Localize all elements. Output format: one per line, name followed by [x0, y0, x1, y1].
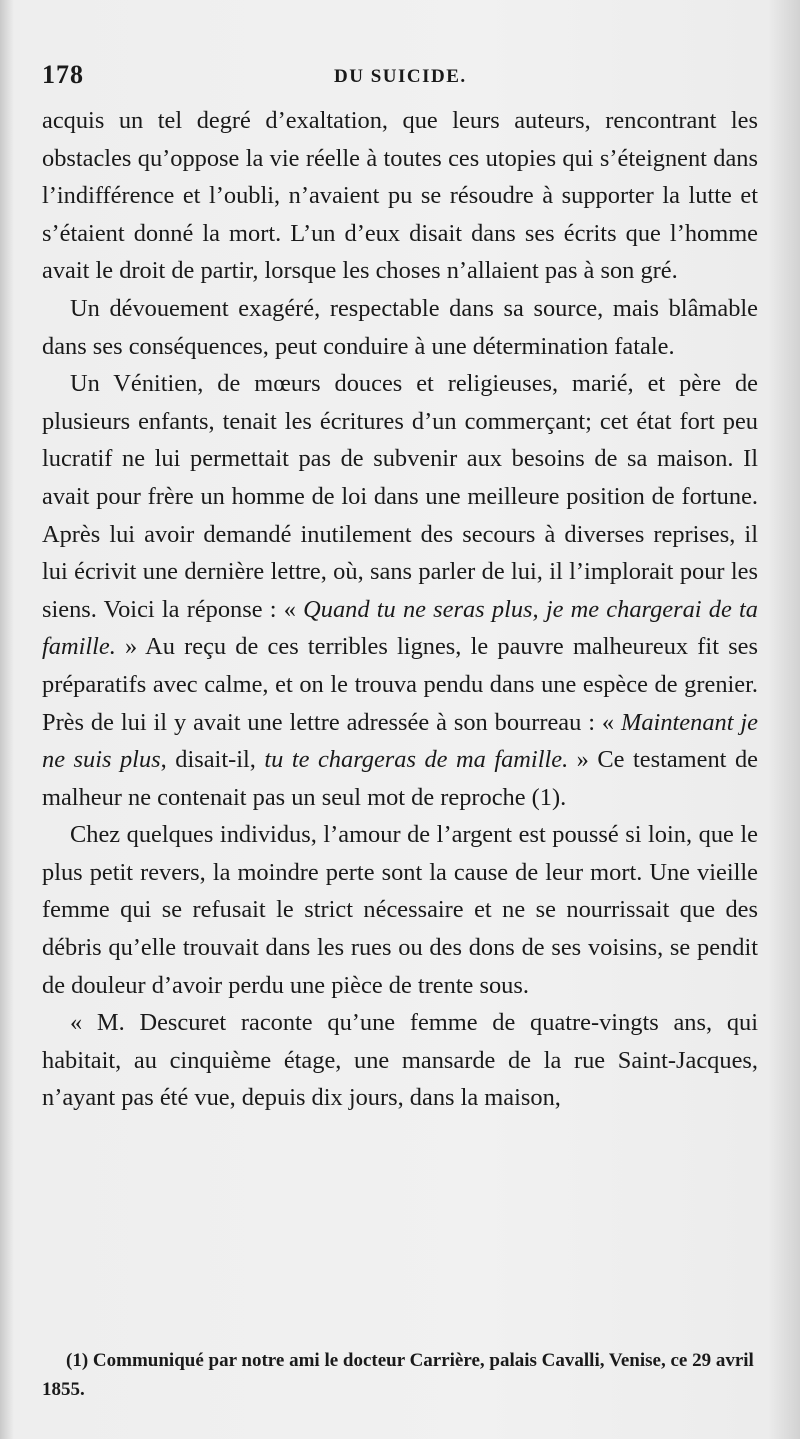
paragraph-3-text-a: Un Vénitien, de mœurs douces et religieuses, marié, et père de plusieurs enfants, tenait les écritures d’un commerçant; cet état fort peu lucratif ne lui permettait pas de subvenir aux besoins de sa maison. Il avait pour frère un homme de loi dans une meilleure position de fortune. Après lui avoir demandé inutilement des secours à diverses reprises, il lui écrivit une dernière lettre, où, sans parler de lui, il l’implorait pour les siens. Voici la réponse : « — [42, 370, 758, 623]
running-title: DU SUICIDE. — [334, 66, 467, 87]
quote-letter-1: Maintenant je ne suis plus — [42, 708, 758, 774]
paragraph-2: Un dévouement exagéré, respectable dans sa source, mais blâmable dans ses conséquences, peut conduire à une détermination fatale. — [42, 294, 758, 360]
paragraph-3-text-c: , disait-il, — [160, 746, 265, 774]
paragraph-5: « M. Descuret raconte qu’une femme de quatre-vingts ans, qui habitait, au cinquième étage, une mansarde de la rue Saint-Jacques, n’ayant pas été vue, depuis dix jours, dans la maison, — [42, 1009, 758, 1112]
paragraph-3 — [42, 365, 758, 816]
body-text — [42, 102, 758, 1117]
paragraph-3-text-b: » Au reçu de ces terribles lignes, le pauvre malheureux fit ses préparatifs avec calme, et on le trouva pendu dans une espèce de grenier. Près de lui il y avait une lettre adressée à son bourreau : « — [42, 633, 758, 736]
quote-letter-2: tu te chargeras de ma famille. — [264, 746, 569, 774]
paragraph-4: Chez quelques individus, l’amour de l’argent est poussé si loin, que le plus petit revers, la moindre perte sont la cause de leur mort. Une vieille femme qui se refusait le strict nécessaire et ne se nourrissait que des débris qu’elle trouvait dans les rues ou des dons de ses voisins, se pendit de douleur d’avoir perdu une pièce de trente sous. — [42, 821, 758, 999]
quote-brother-reply: Quand tu ne seras plus, je me chargerai de ta famille. — [42, 595, 758, 661]
page-number: 178 — [42, 60, 84, 89]
paragraph-1: acquis un tel degré d’exaltation, que leurs auteurs, rencontrant les obstacles qu’oppose la vie réelle à toutes ces utopies qui s’éteignent dans l’indifférence et l’oubli, n’avaient pu se résoudre à supporter la lutte et s’étaient donné la mort. L’un d’eux disait dans ses écrits que l’homme avait le droit de partir, lorsque les choses n’allaient pas à son gré. — [42, 107, 758, 285]
footnotes — [42, 1346, 758, 1404]
page-header — [42, 60, 756, 90]
paragraph-3-text-d: » Ce testament de malheur ne contenait pas un seul mot de reproche (1). — [42, 746, 758, 811]
footnote-1: (1) Communiqué par notre ami le docteur Carrière, palais Cavalli, Venise, ce 29 avril 1855. — [42, 1350, 754, 1400]
